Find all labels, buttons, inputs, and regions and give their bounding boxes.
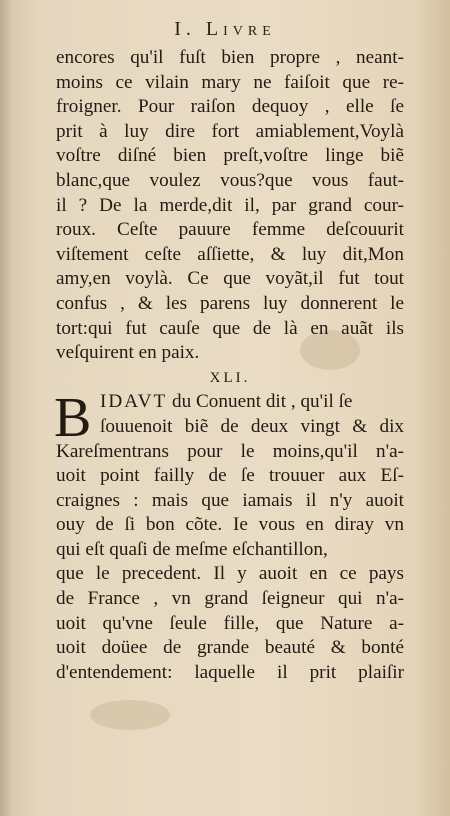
text-line: d'entendement: laquelle il prit plaiſir — [56, 661, 404, 683]
text-line: confus , & les parens luy donnerent le — [56, 292, 404, 314]
text-line: il ? De la merde,dit il, par grand cour- — [56, 194, 404, 216]
drop-cap: B — [54, 387, 92, 450]
text-line: encores qu'il fuſt bien propre , neant- — [56, 47, 404, 68]
text-line: que le precedent. Il y auoit en ce pays — [56, 563, 404, 585]
text-line: amy,en voylà. Ce que voyãt,il fut tout — [56, 268, 404, 290]
text-line: uoit qu'vne ſeule fille, que Nature a- — [56, 612, 404, 634]
text-line: Kareſmentrans pour le moins,qu'il n'a- — [56, 440, 404, 462]
text-line — [56, 390, 404, 415]
text-line: tort:qui fut cauſe que de là en auãt ils — [56, 317, 404, 339]
text-line: veſquirent en paix. — [56, 342, 200, 364]
text-line: uoit doüee de grande beauté & bonté — [56, 637, 404, 659]
text-line: viſtement ceſte aſſiette, & luy dit,Mon — [56, 243, 404, 265]
first-line-rest: du Conuent dit , qu'il ſe — [167, 391, 353, 413]
text-line: roux. Ceſte pauure femme deſcouurit — [56, 219, 404, 241]
running-header: I. Livre — [174, 18, 276, 40]
text-line: ſouuenoit biẽ de deux vingt & dix — [100, 415, 404, 437]
text-line: de France , vn grand ſeigneur qui n'a- — [56, 588, 404, 610]
text-block — [56, 46, 404, 685]
text-line: voſtre diſné bien preſt,voſtre linge biẽ — [56, 145, 404, 167]
text-line: froigner. Pour raiſon dequoy , elle ſe — [56, 96, 404, 118]
first-word: IDAVT — [100, 391, 168, 413]
section-number: XLI. — [209, 369, 251, 386]
text-line: prit à luy dire fort amiablement,Voylà — [56, 120, 404, 142]
text-line: qui eſt quaſi de meſme eſchantillon, — [56, 538, 328, 560]
text-line: blanc,que voulez vous?que vous faut- — [56, 169, 404, 191]
text-line: craignes : mais que iamais il n'y auoit — [56, 489, 404, 511]
paper-stain — [90, 700, 170, 730]
text-line: uoit point failly de ſe trouuer aux Eſ- — [56, 465, 404, 487]
drop-cap-paragraph — [54, 387, 404, 450]
text-line: moins ce vilain mary ne faiſoit que re- — [56, 71, 404, 93]
text-line: ouy de ſi bon cõte. Ie vous en diray vn — [56, 514, 404, 536]
